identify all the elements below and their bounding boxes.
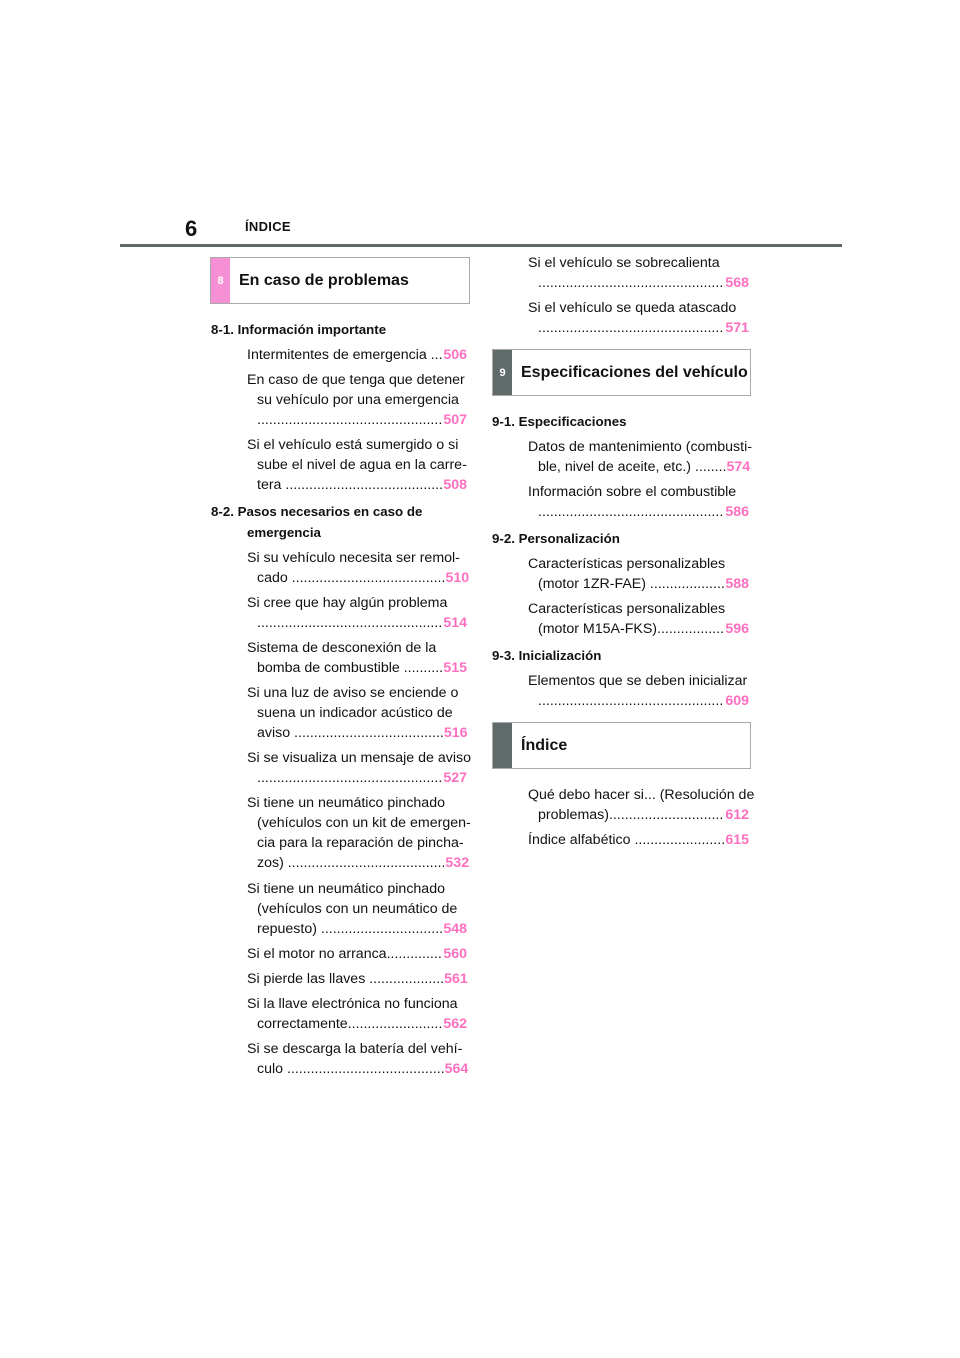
entry-text: correctamente........................ (257, 1016, 443, 1032)
index-section-header[interactable] (492, 722, 751, 769)
entry-text: culo ........................................ (257, 1061, 445, 1077)
page-ref: 596 (725, 621, 749, 637)
entry-text: Si el motor no arranca.............. (247, 946, 442, 962)
entry-dots: ............................................... (538, 504, 724, 520)
index-section-title: Índice (521, 736, 568, 754)
header-title: ÍNDICE (245, 219, 291, 234)
entry-dots: ............................................... (538, 693, 724, 709)
entry-text: bomba de combustible .......... (257, 660, 444, 676)
entry-text: Datos de mantenimiento (combusti- (528, 439, 752, 455)
entry-text: Si una luz de aviso se enciende o (247, 685, 459, 701)
page-ref: 532 (445, 855, 470, 871)
entry-text: Intermitentes de emergencia ... (247, 347, 443, 363)
entry-527[interactable] (247, 748, 471, 788)
page-ref: 516 (443, 725, 468, 741)
entry-dots: ............................................... (257, 615, 443, 631)
entry-text: Si el vehículo se sobrecalienta (528, 255, 720, 271)
entry-560[interactable] (247, 944, 467, 964)
chapter-9-2[interactable]: 9-2. Personalización (492, 531, 620, 546)
chapter-8-2-cont: emergencia (247, 525, 321, 540)
section-9-tab: 9 (493, 350, 512, 395)
entry-564[interactable] (247, 1039, 467, 1079)
entry-text: Características personalizables (528, 556, 726, 572)
entry-dots: ............................................... (257, 412, 443, 428)
entry-507[interactable] (247, 370, 467, 430)
entry-text: Información sobre el combustible (528, 484, 737, 500)
entry-571[interactable] (528, 298, 749, 338)
entry-text: Si el vehículo se queda atascado (528, 300, 737, 316)
page-ref: 564 (444, 1061, 469, 1077)
entry-548[interactable] (247, 879, 467, 939)
section-8-title: En caso de problemas (239, 271, 409, 289)
entry-text: En caso de que tenga que detener (247, 372, 465, 388)
entry-586[interactable] (528, 482, 749, 522)
entry-dots: ............................................... (538, 320, 724, 336)
entry-text: ble, nivel de aceite, etc.) ........ (538, 459, 727, 475)
entry-text: su vehículo por una emergencia (257, 392, 459, 408)
entry-text: cia para la reparación de pincha- (257, 835, 464, 851)
page-ref: 586 (725, 504, 749, 520)
entry-508[interactable] (247, 435, 467, 495)
entry-615[interactable] (528, 830, 749, 850)
page-ref: 568 (725, 275, 749, 291)
page-ref: 571 (725, 320, 749, 336)
page-ref: 515 (443, 660, 467, 676)
entry-561[interactable] (247, 969, 467, 989)
section-8-header[interactable] (210, 257, 470, 304)
entry-text: Si tiene un neumático pinchado (247, 795, 445, 811)
entry-text: Si pierde las llaves ................... (247, 971, 445, 987)
entry-612[interactable] (528, 785, 755, 825)
page-ref: 507 (443, 412, 467, 428)
entry-text: Características personalizables (528, 601, 726, 617)
chapter-9-3[interactable]: 9-3. Inicialización (492, 648, 602, 663)
section-9-header[interactable] (492, 349, 751, 396)
page-number: 6 (185, 216, 198, 241)
entry-text: Qué debo hacer si... (Resolución de (528, 787, 755, 803)
entry-text: Índice alfabético ....................... (528, 832, 726, 848)
entry-562[interactable] (247, 994, 467, 1034)
entry-text: Si tiene un neumático pinchado (247, 881, 445, 897)
page-ref: 562 (443, 1016, 467, 1032)
page-ref: 560 (443, 946, 467, 962)
index-section-tab (493, 723, 512, 768)
entry-text: (vehículos con un kit de emergen- (257, 815, 471, 831)
entry-568[interactable] (528, 253, 749, 293)
entry-text: suena un indicador acústico de (257, 705, 453, 721)
entry-588[interactable] (528, 554, 749, 594)
entry-text: problemas)............................. (538, 807, 724, 823)
entry-516[interactable] (247, 683, 467, 743)
entry-text: Si cree que hay algún problema (247, 595, 448, 611)
entry-574[interactable] (528, 437, 752, 477)
entry-text: Si se visualiza un mensaje de aviso (247, 750, 471, 766)
section-9-title: Especificaciones del vehículo (521, 363, 748, 381)
page-ref: 510 (445, 570, 470, 586)
entry-text: zos) ........................................ (257, 855, 446, 871)
entry-532[interactable] (247, 793, 471, 873)
page-ref: 506 (443, 347, 467, 363)
entry-609[interactable] (528, 671, 749, 711)
entry-text: cado ....................................... (257, 570, 446, 586)
chapter-9-1[interactable]: 9-1. Especificaciones (492, 414, 627, 429)
entry-text: Si se descarga la batería del vehí- (247, 1041, 463, 1057)
entry-515[interactable] (247, 638, 467, 678)
entry-text: (motor M15A-FKS)................. (538, 621, 725, 637)
page-ref: 561 (444, 971, 468, 987)
entry-text: (vehículos con un neumático de (257, 901, 458, 917)
entry-text: Elementos que se deben inicializar (528, 673, 748, 689)
chapter-8-1[interactable]: 8-1. Información importante (211, 322, 387, 337)
entry-text: Si la llave electrónica no funciona (247, 996, 458, 1012)
section-8-tab: 8 (211, 258, 230, 303)
entry-text: sube el nivel de agua en la carre- (257, 457, 467, 473)
page-ref: 548 (443, 921, 467, 937)
entry-510[interactable] (247, 548, 470, 588)
entry-text: Sistema de desconexión de la (247, 640, 437, 656)
page-ref: 612 (725, 807, 749, 823)
page-ref: 615 (725, 832, 749, 848)
entry-text: tera ........................................ (257, 477, 444, 493)
entry-dots: ............................................... (257, 770, 443, 786)
entry-596[interactable] (528, 599, 749, 639)
header-rule (120, 244, 842, 247)
entry-514[interactable] (247, 593, 467, 633)
page-ref: 527 (443, 770, 467, 786)
page-ref: 588 (725, 576, 749, 592)
entry-text: Si el vehículo está sumergido o si (247, 437, 459, 453)
entry-dots: ............................................... (538, 275, 724, 291)
page-ref: 508 (443, 477, 467, 493)
page-ref: 514 (443, 615, 467, 631)
entry-506[interactable] (247, 345, 467, 365)
entry-text: aviso ...................................... (257, 725, 444, 741)
entry-text: (motor 1ZR-FAE) ................... (538, 576, 725, 592)
chapter-8-2[interactable]: 8-2. Pasos necesarios en caso de (211, 504, 423, 519)
entry-text: Si su vehículo necesita ser remol- (247, 550, 460, 566)
page-ref: 574 (726, 459, 751, 475)
page-ref: 609 (725, 693, 749, 709)
entry-text: repuesto) ............................... (257, 921, 444, 937)
